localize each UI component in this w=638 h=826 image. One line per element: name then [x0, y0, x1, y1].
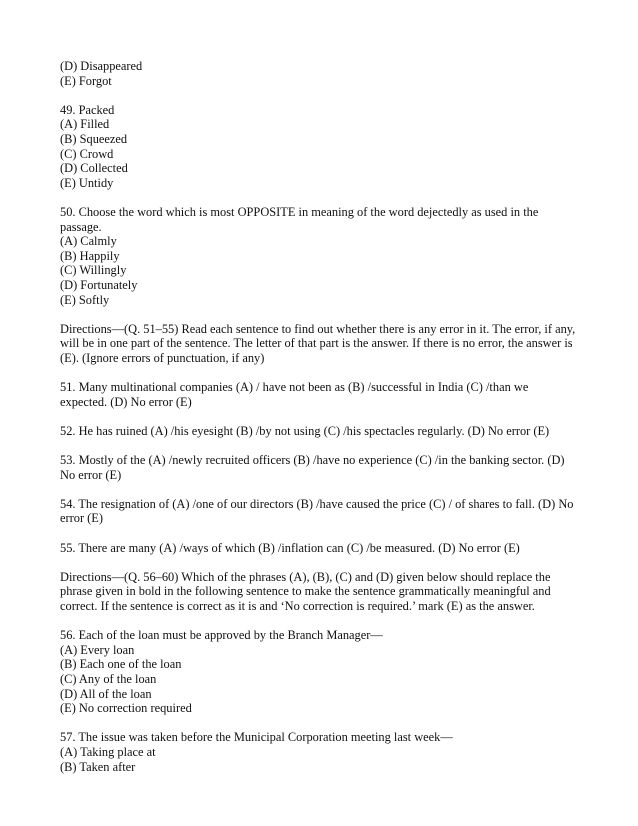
directions-56-60 — [60, 570, 578, 614]
option-c: (C) Any of the loan — [60, 671, 157, 686]
option-b: (B) Squeezed — [60, 131, 128, 146]
question-54 — [60, 497, 578, 526]
directions-text: Directions—(Q. 56–60) Which of the phrases (A), (B), (C) and (D) given below should replace the phrase given in bold in the following sentence to make the sentence grammatically meaningful and correct. If the sentence is correct as it is and ‘No correction is required.’ mark (E) as the answer. — [60, 569, 551, 613]
directions-text: Directions—(Q. 51–55) Read each sentence to find out whether there is any error in it. The error, if any, will be in one part of the sentence. The letter of that part is the answer. If there is no error, the answer is (E). (Ignore errors of punctuation, if any) — [60, 321, 576, 365]
option-a: (A) Taking place at — [60, 744, 156, 759]
option-c: (C) Willingly — [60, 263, 127, 278]
question-55 — [60, 541, 578, 556]
question-stem: 55. There are many (A) /ways of which (B) /inflation can (C) /be measured. (D) No error (E) — [60, 540, 520, 555]
question-48-options-tail — [60, 59, 578, 88]
question-stem: 49. Packed — [60, 102, 115, 117]
option-e: (E) Untidy — [60, 175, 114, 190]
option-e: (E) Forgot — [60, 73, 112, 88]
question-stem: 54. The resignation of (A) /one of our directors (B) /have caused the price (C) / of shares to fall. (D) No error (E) — [60, 496, 574, 526]
directions-51-55 — [60, 322, 578, 366]
question-56 — [60, 628, 578, 716]
question-stem: 57. The issue was taken before the Municipal Corporation meeting last week— — [60, 730, 453, 745]
option-a: (A) Every loan — [60, 642, 135, 657]
question-stem: 52. He has ruined (A) /his eyesight (B) /by not using (C) /his spectacles regularly. (D) No error (E) — [60, 423, 550, 438]
option-b: (B) Taken after — [60, 759, 136, 774]
option-e: (E) Softly — [60, 292, 110, 307]
question-51 — [60, 380, 578, 409]
question-stem: 50. Choose the word which is most OPPOSITE in meaning of the word dejectedly as used in the passage. — [60, 204, 539, 234]
option-c: (C) Crowd — [60, 146, 114, 161]
option-d: (D) All of the loan — [60, 686, 152, 701]
option-b: (B) Happily — [60, 248, 120, 263]
option-d: (D) Disappeared — [60, 59, 143, 73]
question-53 — [60, 453, 578, 482]
option-e: (E) No correction required — [60, 701, 192, 716]
option-d: (D) Collected — [60, 161, 128, 176]
question-57 — [60, 730, 578, 774]
question-52 — [60, 424, 578, 439]
question-stem: 51. Many multinational companies (A) / have not been as (B) /successful in India (C) /than we expected. (D) No error (E) — [60, 380, 529, 409]
option-d: (D) Fortunately — [60, 277, 138, 292]
question-stem: 56. Each of the loan must be approved by the Branch Manager— — [60, 628, 383, 643]
question-stem: 53. Mostly of the (A) /newly recruited officers (B) /have no experience (C) /in the banking sector. (D) No error (E) — [60, 453, 565, 482]
question-49 — [60, 103, 578, 191]
option-a: (A) Calmly — [60, 234, 117, 249]
option-a: (A) Filled — [60, 117, 110, 132]
question-50 — [60, 205, 578, 307]
option-b: (B) Each one of the loan — [60, 657, 182, 672]
